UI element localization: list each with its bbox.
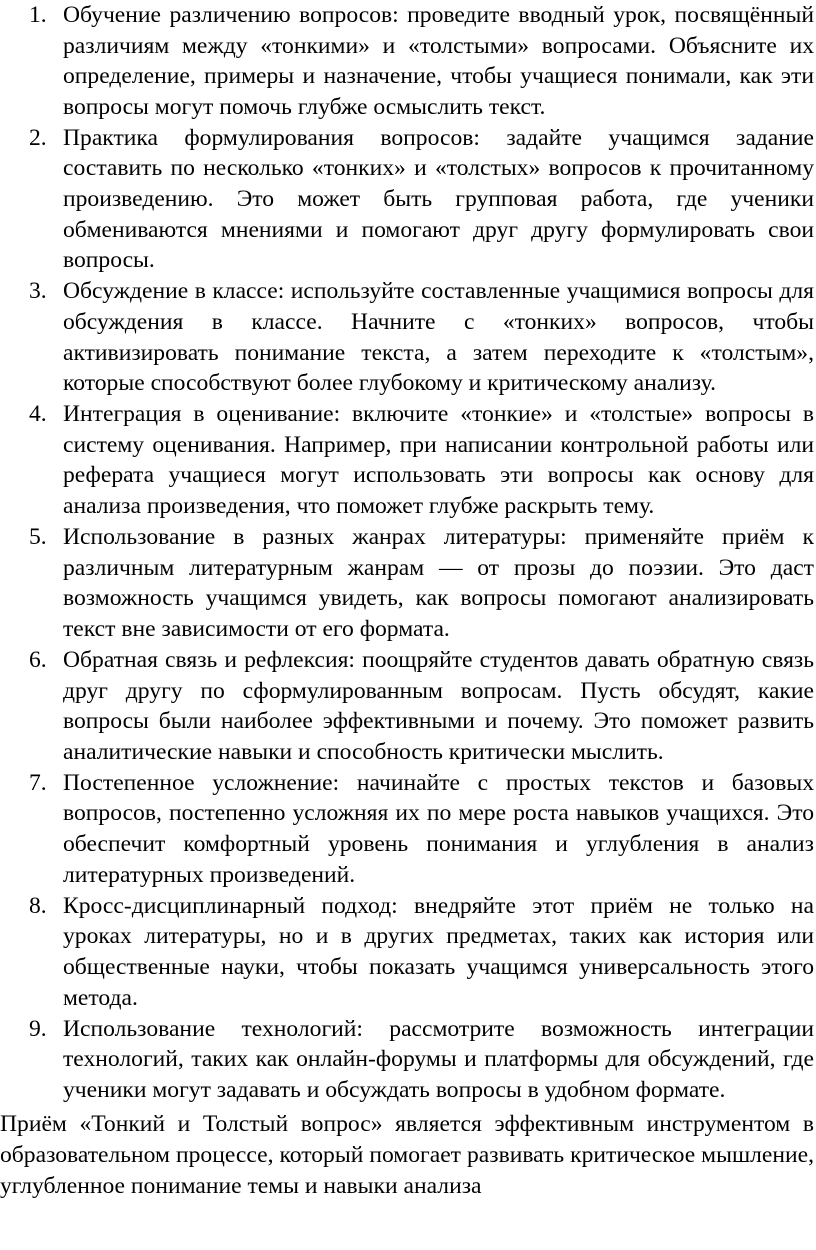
list-item-text: Обсуждение в классе: используйте составленные учащимися вопросы для обсуждения в классе. Начните с «тонких» вопросов, чтобы активизировать понимание текста, а затем переходите к «толстым», которые способствуют более глубокому и критическому анализу. — [63, 278, 814, 397]
list-item — [0, 276, 814, 398]
list-item-number: 8. — [29, 892, 47, 919]
list-item-number: 1. — [29, 2, 47, 28]
list-item-text: Обратная связь и рефлексия: поощряйте студентов давать обратную связь друг другу по сформулированным вопросам. Пусть обсудят, какие вопросы были наиболее эффективными и почему. Это поможет развить аналитические навыки и способность критически мыслить. — [63, 646, 814, 765]
list-item-text: Использование технологий: рассмотрите возможность интеграции технологий, таких как онлайн-форумы и платформы для обсуждений, где ученики могут задавать и обсуждать вопросы в удобном формате. — [63, 1015, 814, 1103]
list-item-text: Кросс-дисциплинарный подход: внедряйте этот приём не только на уроках литературы, но и в других предметах, таких как история или общественные науки, чтобы показать учащимся универсальность этого метода. — [63, 892, 814, 1011]
list-item-number: 4. — [29, 401, 47, 428]
list-item-text: Обучение различению вопросов: проведите вводный урок, посвящённый различиям между «тонкими» и «толстыми» вопросами. Объясните их определение, примеры и назначение, чтобы учащиеся понимали, как эти вопросы могут помочь глубже осмыслить текст. — [63, 2, 814, 120]
list-item — [0, 768, 814, 890]
conclusion-paragraph: Приём «Тонкий и Толстый вопрос» является эффективным инструментом в образовательном процессе, который помогает развивать критическое мышление, углубленное понимание темы и навыки анализа — [0, 1111, 814, 1199]
list-item — [0, 645, 814, 767]
list-item — [0, 1014, 814, 1106]
list-item — [0, 0, 814, 122]
list-item — [0, 399, 814, 521]
list-item-number: 9. — [29, 1015, 47, 1042]
list-item-number: 3. — [29, 278, 47, 305]
list-item-text: Практика формулирования вопросов: задайте учащимся задание составить по несколько «тонких» и «толстых» вопросов к прочитанному произведению. Это может быть групповая работа, где ученики обмениваются мнениями и помогают друг другу формулировать свои вопросы. — [63, 124, 814, 274]
list-item — [0, 123, 814, 276]
list-item-text: Использование в разных жанрах литературы: применяйте приём к различным литературным жанрам — от прозы до поэзии. Это даст возможность учащимся увидеть, как вопросы помогают анализировать текст вне зависимости от его формата. — [63, 524, 814, 642]
list-item-number: 5. — [29, 524, 47, 551]
list-item-number: 2. — [29, 124, 47, 151]
list-item-text: Постепенное усложнение: начинайте с простых текстов и базовых вопросов, постепенно усложняя их по мере роста навыков учащихся. Это обеспечит комфортный уровень понимания и углубления в анализ литературных произведений. — [63, 769, 814, 888]
list-item — [0, 522, 814, 644]
list-item-number: 6. — [29, 646, 47, 673]
list-item-text: Интеграция в оценивание: включите «тонкие» и «толстые» вопросы в систему оценивания. Например, при написании контрольной работы или реферата учащиеся могут использовать эти вопросы как основу для анализа произведения, что поможет глубже раскрыть тему. — [63, 401, 814, 519]
list-item-number: 7. — [29, 769, 47, 796]
list-item — [0, 891, 814, 1013]
